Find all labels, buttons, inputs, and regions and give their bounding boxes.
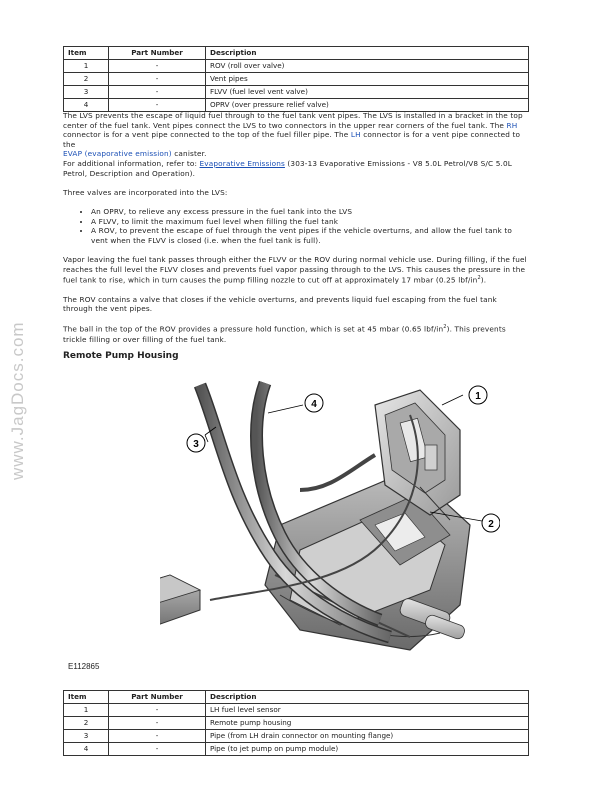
list-item: • A FLVV, to limit the maximum fuel level when filling the fuel tank xyxy=(91,217,529,227)
callout-1 xyxy=(442,386,487,405)
callout-3-label: 3 xyxy=(193,439,199,450)
cell-part-number: - xyxy=(109,704,206,717)
text-run: The LVS prevents the escape of liquid fuel through to the fuel tank vent pipes. The LVS is installed in a bracket in the top center of the fuel tank. Vent pipes connect the LVS to two connectors in the upper rear corners of the fuel tank. The xyxy=(63,111,523,130)
cell-description: Pipe (to jet pump on pump module) xyxy=(206,743,529,756)
text-run: canister. xyxy=(171,149,207,159)
cell-description: Remote pump housing xyxy=(206,717,529,730)
table-header-row xyxy=(64,691,529,704)
cell-part-number: - xyxy=(109,60,206,73)
float-block xyxy=(160,575,200,633)
superscript: 2 xyxy=(443,324,447,331)
cell-description: Vent pipes xyxy=(206,73,529,86)
cell-item: 3 xyxy=(64,86,109,99)
header-item: Item xyxy=(64,691,109,704)
table-row xyxy=(64,73,529,86)
header-part-number: Part Number xyxy=(109,691,206,704)
cell-description: Pipe (from LH drain connector on mounting flange) xyxy=(206,730,529,743)
callout-1-label: 1 xyxy=(475,391,481,402)
cell-item: 1 xyxy=(64,704,109,717)
table-row xyxy=(64,60,529,73)
text-run: connector is for a vent pipe connected to the xyxy=(63,130,521,149)
cell-item: 2 xyxy=(64,717,109,730)
table-row xyxy=(64,743,529,756)
cell-part-number: - xyxy=(109,73,206,86)
table-row xyxy=(64,704,529,717)
callout-4 xyxy=(268,394,323,413)
cell-part-number: - xyxy=(109,99,206,112)
list-item: • An OPRV, to relieve any excess pressure in the fuel tank into the LVS xyxy=(91,207,529,217)
paragraph-valves: Three valves are incorporated into the LVS: xyxy=(63,187,228,197)
rh-term: RH xyxy=(506,120,518,130)
evaporative-emissions-link[interactable]: Evaporative Emissions xyxy=(199,158,285,168)
header-description: Description xyxy=(206,47,529,60)
cell-item: 1 xyxy=(64,60,109,73)
cell-description: LH fuel level sensor xyxy=(206,704,529,717)
cell-part-number: - xyxy=(109,86,206,99)
table-row xyxy=(64,717,529,730)
text-run: Vapor leaving the fuel tank passes through either the FLVV or the ROV during normal vehicle use. During filling, if the fuel reaches the full level the FLVV closes and prevents fuel vapor passing through to the LVS. This causes the pressure in the fuel tank to rise, which in turn causes the pump filling nozzle to cut off at approximately 17 mbar (0.25 lbf/in xyxy=(63,254,527,285)
evap-term: EVAP (evaporative emission) xyxy=(63,149,172,159)
cell-description: FLVV (fuel level vent valve) xyxy=(206,86,529,99)
parts-table-lvs xyxy=(63,46,529,112)
cell-item: 3 xyxy=(64,730,109,743)
cell-part-number: - xyxy=(109,743,206,756)
callout-4-label: 4 xyxy=(311,399,317,410)
paragraph-rov: The ROV contains a valve that closes if the vehicle overturns, and prevents liquid fuel escaping from the fuel tank through the vent pipes. xyxy=(63,294,497,314)
header-part-number: Part Number xyxy=(109,47,206,60)
lh-term: LH xyxy=(350,130,361,140)
figure-id: E112865 xyxy=(68,662,100,671)
text-run: (303-13 Evaporative Emissions - V8 5.0L Petrol/V8 S/C 5.0L Petrol, Description and Operation). xyxy=(63,158,513,178)
cell-part-number: - xyxy=(109,730,206,743)
text-run: ). xyxy=(480,275,487,285)
paragraph-vapor xyxy=(63,255,529,285)
text-run: connector is for a vent pipe connected to the top of the fuel filler pipe. The xyxy=(63,130,351,140)
valve-list xyxy=(63,207,529,245)
text-run: ). This prevents trickle filling or over filling of the fuel tank. xyxy=(63,324,506,344)
header-item: Item xyxy=(64,47,109,60)
table-row xyxy=(64,86,529,99)
table-header-row xyxy=(64,47,529,60)
cell-item: 4 xyxy=(64,743,109,756)
cell-part-number: - xyxy=(109,717,206,730)
text-run: The ball in the top of the ROV provides a pressure hold function, which is set at 45 mbar (0.65 lbf/in xyxy=(63,324,444,334)
header-description: Description xyxy=(206,691,529,704)
remote-pump-housing-illustration xyxy=(160,375,500,665)
section-heading: Remote Pump Housing xyxy=(63,351,179,361)
callout-2-label: 2 xyxy=(488,519,494,530)
superscript: 2 xyxy=(477,275,481,282)
cell-description: OPRV (over pressure relief valve) xyxy=(206,99,529,112)
cell-description: ROV (roll over valve) xyxy=(206,60,529,73)
table-row xyxy=(64,99,529,112)
table-row xyxy=(64,730,529,743)
watermark: www.JagDocs.com xyxy=(8,321,27,480)
cell-item: 2 xyxy=(64,73,109,86)
cell-item: 4 xyxy=(64,99,109,112)
body-text xyxy=(63,111,529,354)
parts-table-remote-pump xyxy=(63,690,529,756)
paragraph-pressure-hold xyxy=(63,323,529,344)
list-item: • A ROV, to prevent the escape of fuel through the vent pipes if the vehicle overturns, and allow the fuel tank to vent when the FLVV is closed (i.e. when the fuel tank is full). xyxy=(91,226,529,245)
text-run: For additional information, refer to: xyxy=(63,158,200,168)
paragraph-lvs-intro xyxy=(63,111,529,178)
